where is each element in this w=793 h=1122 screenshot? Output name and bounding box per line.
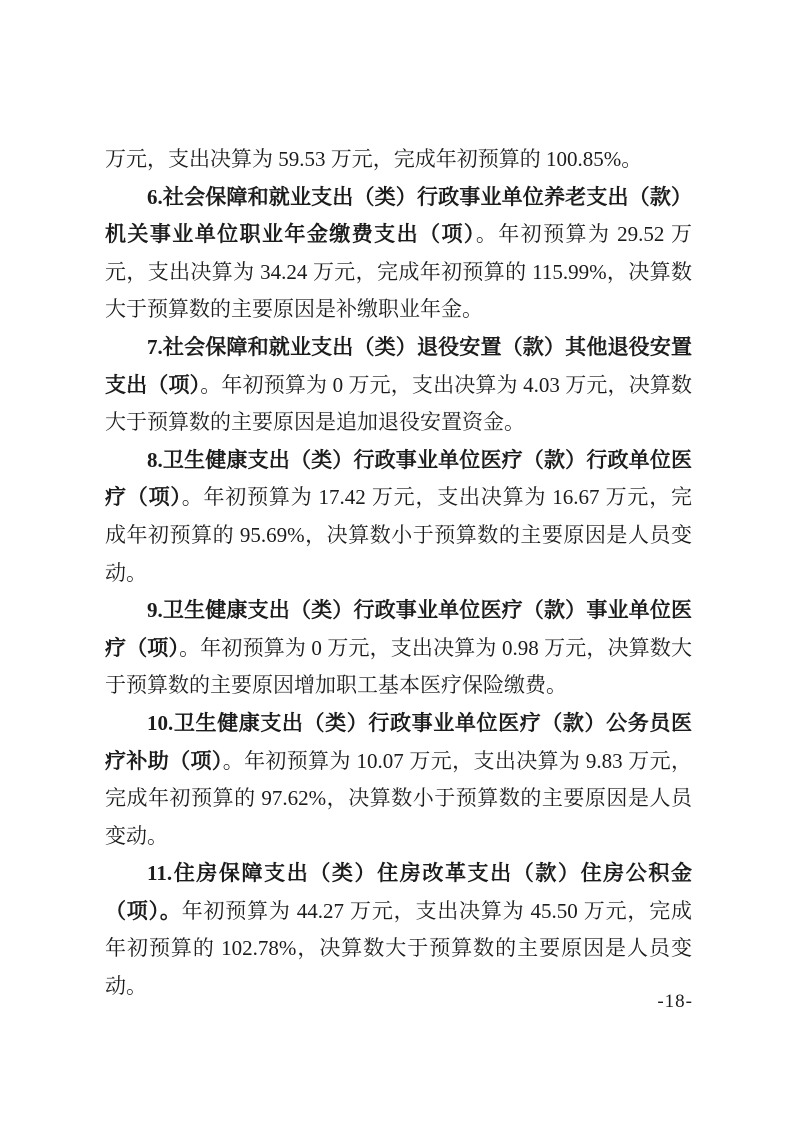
paragraph	[105, 855, 692, 1005]
heading-segment: 8.卫生健康支出（类）行政事业单位医疗（款）行政单位医疗（项）	[105, 447, 692, 510]
document-body	[105, 141, 692, 1006]
text-segment: 。年初预算为 0 万元，支出决算为 4.03 万元，决算数大于预算数的主要原因是追加退役安置资金。	[105, 372, 693, 435]
heading-segment: 7.社会保障和就业支出（类）退役安置（款）其他退役安置支出（项）	[105, 334, 692, 397]
heading-segment: 11.住房保障支出（类）住房改革支出（款）住房公积金（项）。	[105, 861, 692, 923]
paragraph	[105, 442, 692, 592]
heading-segment: 9.卫生健康支出（类）行政事业单位医疗（款）事业单位医疗（项）	[105, 598, 692, 660]
text-segment: 。年初预算为 0 万元，支出决算为 0.98 万元，决算数大于预算数的主要原因增加职工基本医疗保险缴费。	[105, 635, 693, 698]
text-segment: 。年初预算为 29.52 万元，支出决算为 34.24 万元，完成年初预算的 115.99%，决算数大于预算数的主要原因是补缴职业年金。	[105, 222, 693, 322]
text-segment: 。年初预算为 10.07 万元，支出决算为 9.83 万元，完成年初预算的 97.62%，决算数小于预算数的主要原因是人员变动。	[105, 748, 693, 848]
text-segment: 年初预算为 44.27 万元，支出决算为 45.50 万元，完成年初预算的 102.78%，决算数大于预算数的主要原因是人员变动。	[105, 898, 693, 999]
paragraph	[105, 141, 692, 179]
text-segment: 。年初预算为 17.42 万元，支出决算为 16.67 万元，完成年初预算的 95.69%，决算数小于预算数的主要原因是人员变动。	[105, 485, 693, 585]
paragraph	[105, 179, 692, 329]
page-number: -18-	[657, 991, 693, 1012]
paragraph	[105, 592, 692, 705]
heading-segment: 10.卫生健康支出（类）行政事业单位医疗（款）公务员医疗补助（项）	[105, 710, 692, 773]
paragraph	[105, 705, 692, 855]
paragraph	[105, 329, 692, 442]
heading-segment: 6.社会保障和就业支出（类）行政事业单位养老支出（款）机关事业单位职业年金缴费支出（项）	[105, 184, 692, 247]
text-segment: 万元，支出决算为 59.53 万元，完成年初预算的 100.85%。	[105, 147, 643, 171]
